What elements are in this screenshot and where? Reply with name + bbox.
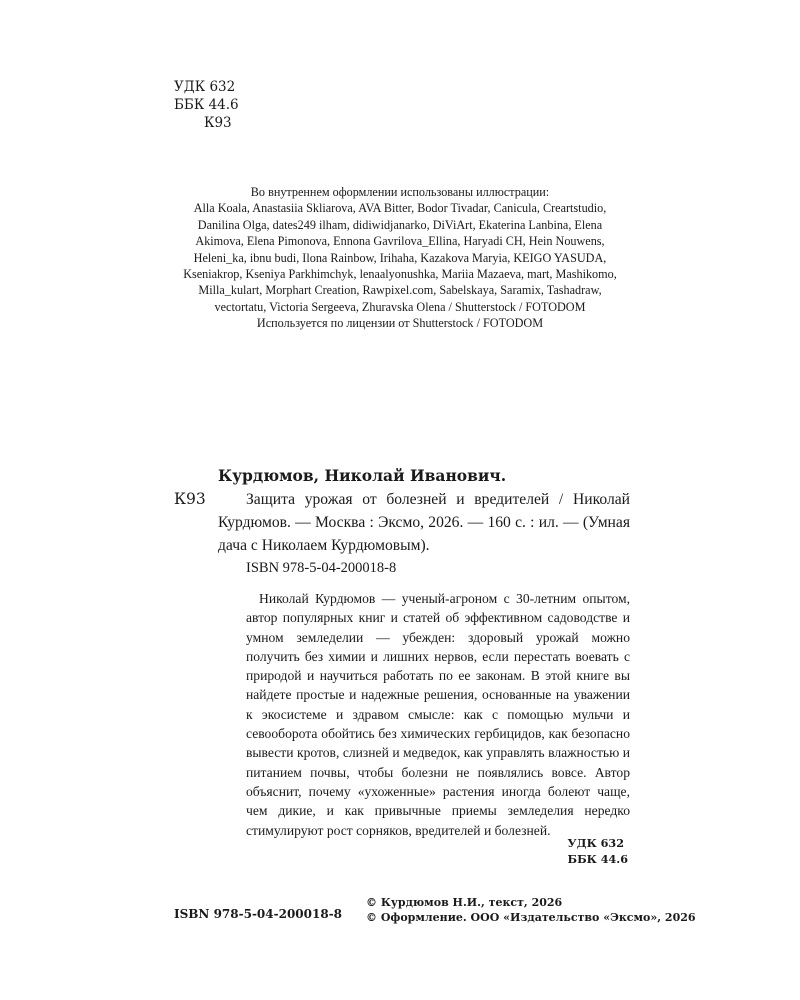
bbk-code-bottom: ББК 44.6 [567,851,628,866]
record-description: Защита урожая от болезней и вредителей / Николай Курдюмов. — Москва : Эксмо, 2026. — 160 с. : ил. — (Умная дача с Николаем Курдюмовым). [218,491,630,554]
credits-intro: Во внутреннем оформлении использованы иллюстрации: [250,185,550,199]
classification-codes [174,78,239,132]
udk-code: УДК 632 [174,79,236,95]
copyright-block [366,895,696,925]
illustration-credits [176,184,624,332]
credits-license: Используется по лицензии от Shutterstock / FOTODOM [256,316,544,331]
footer-isbn: ISBN 978-5-04-200018-8 [174,907,343,921]
record-author: Курдюмов, Николай Иванович. [218,466,507,485]
record-sign: К93 [174,490,206,508]
annotation [246,589,630,840]
copyright-text: © Курдюмов Н.И., текст, 2026 [366,896,563,909]
bbk-code: ББК 44.6 [174,97,239,113]
author-sign: К93 [204,115,232,131]
record-isbn: ISBN 978-5-04-200018-8 [246,560,397,576]
credits-names: Alla Koala, Anastasiia Skliarova, AVA Bitter, Bodor Tivadar, Canicula, Creartstudio, Danilina Olga, dates249 ilham, didiwidjanarko, DiViArt, Ekaterina Lanbina, Elena Akimova, Elena Pimonova, Ennona Gavrilova_Ellina, Haryadi CH, Hein Nouwens, Heleni_ka, ibnu budi, Ilona Rainbow, Irihaha, Kazakova Maryia, KEIGO YASUDA, Kseniakrop, Kseniya Parkhimchyk, lenaalyonushka, Mariia Mazaeva, mart, Mashikomo, Milla_kulart, Morphart Creation, Rawpixel.com, Sabelskaya, Saramix, Tashadraw, vectortatu, Victoria Sergeeva, Zhuravska Olena / Shutterstock / FOTODOM [183,201,617,314]
copyright-design: © Оформление. ООО «Издательство «Эксмо», 2026 [366,911,696,924]
udk-code-bottom: УДК 632 [567,836,624,850]
classification-codes-bottom [568,836,628,867]
annotation-text: Николай Курдюмов — ученый-агроном с 30-летним опытом, автор популярных книг и статей об эффективном садоводстве и умном земледелии — убежден: здоровый урожай можно получить без химии и лишних нервов, если перестать воевать с природой и научиться работать по ее законам. В этой книге вы найдете простые и надежные решения, основанные на уважении к экосистеме и здравом смысле: как с помощью мульчи и севооборота обойтись без химических гербицидов, как безопасно вывести кротов, слизней и медведок, как управлять влажностью и питанием почвы, чтобы болезни не появлялись вовсе. Автор объяснит, почему «ухоженные» растения иногда болеют чаще, чем дикие, и как привычные приемы земледелия нередко стимулируют рост сорняков, вредителей и болезней. [246,591,630,838]
